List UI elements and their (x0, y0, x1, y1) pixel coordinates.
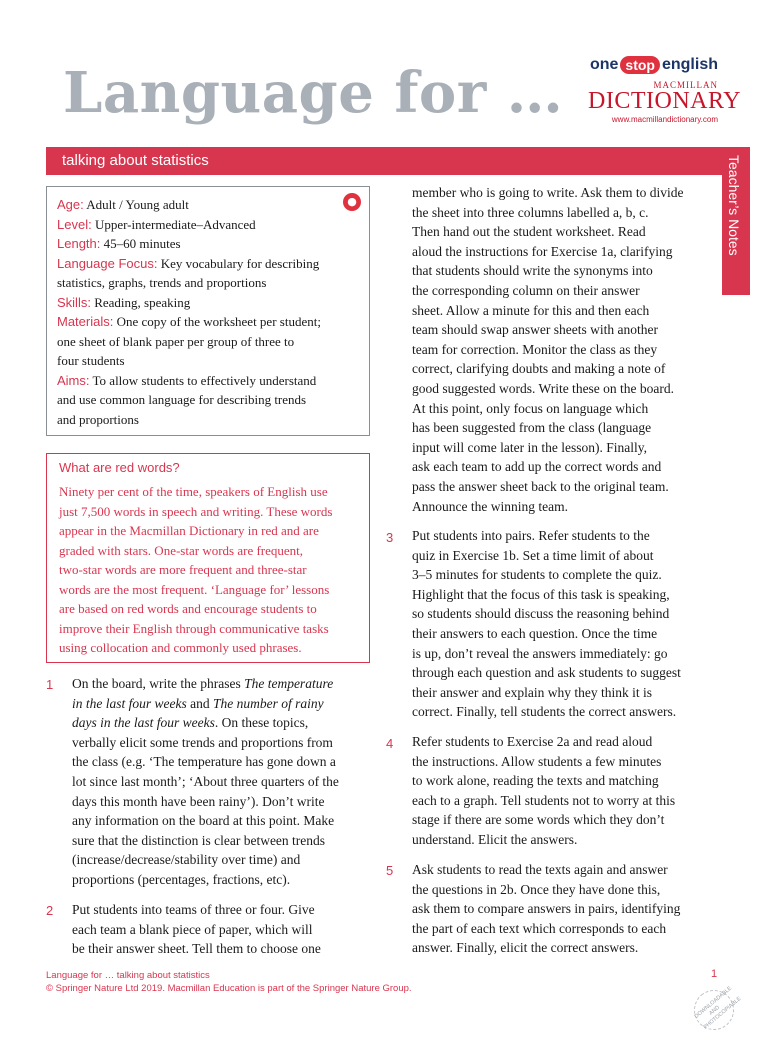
step-1-line: days this month have been rainy’). Don’t write (72, 793, 325, 809)
step-1-phrase-1b: in the last four weeks (72, 695, 187, 711)
step-1-phrase-2b: days in the last four weeks (72, 715, 215, 731)
step-3-line: quiz in Exercise 1b. Set a time limit of about (412, 547, 654, 563)
lesson-info-box (46, 186, 370, 436)
focus-label: Language Focus: (57, 255, 158, 271)
red-words-line: using collocation and commonly used phrases. (59, 640, 302, 655)
step-5-line: the questions in 2b. Once they have done this, (412, 881, 661, 897)
level-value: Upper-intermediate–Advanced (94, 216, 256, 232)
step-3-text (412, 526, 722, 722)
step-2-cont-line: correct, clarifying doubts and making a note of (412, 361, 666, 377)
page-subtitle: talking about statistics (62, 152, 209, 169)
aims-value-2: and use common language for describing trends (57, 392, 307, 407)
step-number-2: 2 (46, 903, 54, 918)
step-2-continued (412, 183, 722, 516)
step-1-intro: On the board, write the phrases (72, 676, 245, 691)
aims-value-1: To allow students to effectively understand (92, 372, 317, 388)
dictionary-url[interactable]: www.macmillandictionary.com (611, 115, 718, 124)
page-title: Language for … (63, 60, 564, 126)
macmillan-label: MACMILLAN (653, 80, 718, 90)
materials-value-3: four students (57, 353, 125, 368)
step-5-line: the part of each text which corresponds to each (412, 920, 667, 936)
age-value: Adult / Young adult (86, 197, 189, 212)
step-2-cont-line: Announce the winning team. (412, 498, 568, 514)
page-number: 1 (711, 968, 718, 980)
logo-stop: stop (620, 56, 660, 74)
red-words-line: words are the most frequent. ‘Language for’ lessons (59, 581, 330, 597)
step-2-cont-line: At this point, only focus on language which (412, 400, 649, 416)
step-1-rest: . On these topics, (214, 715, 309, 731)
step-1-line: lot since last month’; ‘About three quarters of the (72, 773, 339, 789)
step-2-text (72, 900, 372, 959)
level-label: Level: (57, 216, 92, 232)
red-words-line: two-star words are more frequent and three-star (59, 562, 307, 577)
lightbulb-icon: ● (343, 193, 361, 211)
step-4-line: understand. Elicit the answers. (412, 831, 578, 847)
step-3-line: through each question and ask students to suggest (412, 665, 681, 681)
focus-value-2: statistics, graphs, trends and proportions (57, 275, 267, 290)
step-3-line: correct. Finally, tell students the correct answers. (412, 704, 677, 720)
step-number-3: 3 (386, 530, 394, 545)
step-4-line: each to a graph. Tell students not to worry at this (412, 792, 676, 808)
red-words-line: are based on red words and encourage students to (59, 601, 317, 616)
focus-value-1: Key vocabulary for describing (160, 255, 320, 271)
step-1-line: the class (e.g. ‘The temperature has gone down a (72, 754, 336, 770)
step-2-line: be their answer sheet. Tell them to choose one (72, 941, 321, 957)
step-2-cont-line: team for correction. Monitor the class as they (412, 341, 658, 357)
red-words-box (46, 453, 370, 663)
aims-label: Aims: (57, 372, 90, 388)
step-3-line: Put students into pairs. Refer students to the (412, 528, 650, 543)
aims-value-3: and proportions (57, 411, 139, 427)
red-words-line: improve their English through communicative tasks (59, 620, 329, 636)
red-words-line: Ninety per cent of the time, speakers of English use (59, 484, 328, 499)
step-2-cont-line: that students should write the synonyms into (412, 263, 653, 279)
step-number-4: 4 (386, 736, 394, 751)
step-1-and: and (186, 695, 213, 711)
footer-copyright: © Springer Nature Ltd 2019. Macmillan Education is part of the Springer Nature Group. (46, 983, 412, 994)
length-value: 45–60 minutes (103, 236, 181, 251)
red-words-line: appear in the Macmillan Dictionary in red and are (59, 523, 319, 538)
step-1-line: proportions (percentages, fractions, etc). (72, 871, 291, 887)
step-4-line: stage if there are some words which they don’t (412, 812, 665, 828)
side-tab (722, 147, 750, 295)
step-number-1: 1 (46, 677, 54, 692)
materials-label: Materials: (57, 314, 114, 329)
step-3-line: their answer and explain why they think it is (412, 684, 652, 700)
step-4-line: to work alone, reading the texts and matching (412, 773, 659, 789)
step-1-phrase-2a: The number of rainy (213, 695, 324, 711)
step-3-line: 3–5 minutes for students to complete the quiz. (412, 567, 662, 583)
photocopiable-stamp: DOWNLOADABLE AND PHOTOCOPIABLE (686, 982, 742, 1038)
step-2-cont-line: input will come later in the lesson). Finally, (412, 439, 647, 455)
footer-title: Language for … talking about statistics (46, 970, 210, 981)
onestopenglish-logo (588, 56, 718, 74)
step-2-cont-line: ask each team to add up the correct words and (412, 459, 662, 475)
length-label: Length: (57, 236, 101, 251)
step-2-cont-line: team should swap answer sheets with another (412, 322, 658, 338)
step-2-cont-line: aloud the instructions for Exercise 1a, clarifying (412, 243, 673, 259)
step-5-line: ask them to compare answers in pairs, identifying (412, 901, 681, 917)
step-2-cont-line: member who is going to write. Ask them to divide (412, 185, 684, 200)
step-5-line: answer. Finally, elicit the correct answers. (412, 940, 639, 956)
step-3-line: is up, don’t reveal the answers immediately: go (412, 645, 668, 661)
publisher-logos[interactable] (588, 56, 741, 140)
step-2-cont-line: sheet. Allow a minute for this and then each (412, 302, 650, 318)
step-1-line: sure that the distinction is clear between trends (72, 832, 326, 848)
step-2-cont-line: good suggested words. Write these on the board. (412, 380, 675, 396)
step-3-line: their answers to each question. Once the time (412, 625, 658, 641)
side-tab-label: Teacher’s Notes (726, 155, 742, 256)
logo-one: one (589, 56, 619, 73)
red-words-line: just 7,500 words in speech and writing. These words (59, 503, 333, 519)
step-2-line: each team a blank piece of paper, which will (72, 921, 313, 937)
step-1-line: verbally elicit some trends and proportions from (72, 734, 333, 750)
step-5-line: Ask students to read the texts again and answer (412, 862, 668, 877)
step-4-line: Refer students to Exercise 2a and read aloud (412, 734, 653, 749)
step-2-cont-line: the corresponding column on their answer (412, 282, 640, 298)
step-2-line: Put students into teams of three or four. Give (72, 902, 315, 917)
step-1-line: any information on the board at this point. Make (72, 813, 335, 829)
skills-label: Skills: (57, 294, 91, 310)
red-words-line: graded with stars. One-star words are frequent, (59, 542, 304, 558)
step-3-line: so students should discuss the reasoning behind (412, 606, 670, 622)
step-2-cont-line: has been suggested from the class (language (412, 420, 652, 436)
red-words-heading: What are red words? (59, 460, 180, 475)
step-2-cont-line: pass the answer sheet back to the original team. (412, 478, 669, 494)
materials-value-1: One copy of the worksheet per student; (116, 314, 321, 329)
logo-english: english (661, 56, 718, 73)
step-4-line: the instructions. Allow students a few minutes (412, 753, 662, 769)
step-1-phrase-1a: The temperature (244, 676, 334, 691)
step-3-line: Highlight that the focus of this task is speaking, (412, 586, 670, 602)
step-number-5: 5 (386, 863, 394, 878)
skills-value: Reading, speaking (94, 294, 191, 310)
materials-value-2: one sheet of blank paper per group of three to (57, 333, 295, 349)
step-2-cont-line: Then hand out the student worksheet. Read (412, 224, 646, 240)
step-1-line: (increase/decrease/stability over time) and (72, 852, 301, 868)
step-4-text (412, 732, 722, 850)
dictionary-label: DICTIONARY (588, 88, 741, 114)
age-label: Age: (57, 197, 84, 212)
step-5-text (412, 860, 722, 958)
step-1-text (72, 674, 372, 890)
step-2-cont-line: the sheet into three columns labelled a, b, c. (412, 204, 649, 220)
